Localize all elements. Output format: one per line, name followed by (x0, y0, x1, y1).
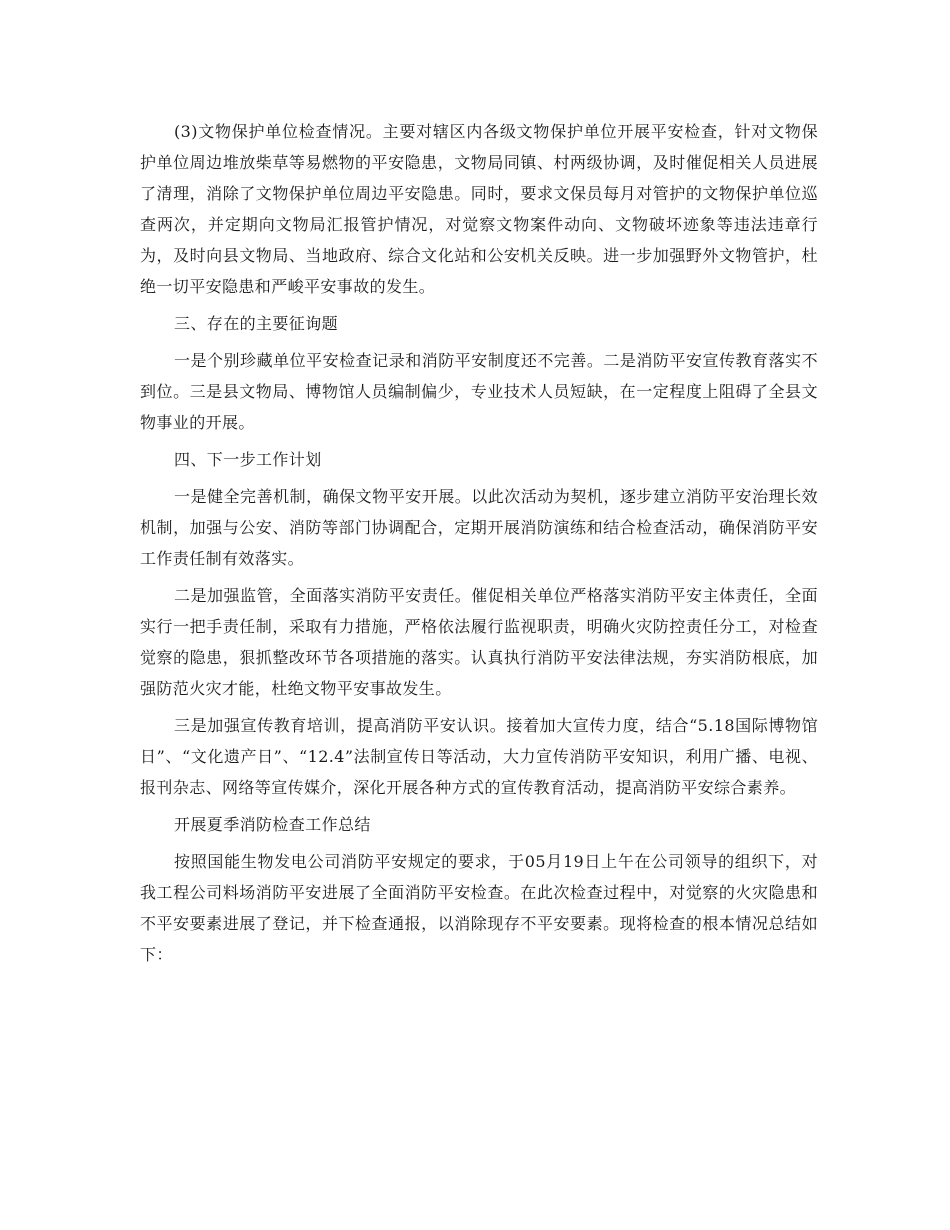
paragraph-plan-publicity: 三是加强宣传教育培训，提高消防平安认识。接着加大宣传力度，结合“5.18国际博物馆日”、“文化遗产日”、“12.4”法制宣传日等活动，大力宣传消防平安知识，利用广播、电视、报刊杂志、网络等宣传媒介，深化开展各种方式的宣传教育活动，提高消防平安综合素养。 (140, 716, 818, 797)
section-heading-main-problems: 三、存在的主要征询题 (174, 314, 339, 333)
paragraph-plan-supervision: 二是加强监管，全面落实消防平安责任。催促相关单位严格落实消防平安主体责任，全面实行一把手责任制，采取有力措施，严格依法履行监视职责，明确火灾防控责任分工，对检查觉察的隐患，狠抓整改环节各项措施的落实。认真执行消防平安法律法规，夯实消防根底，加强防范火灾才能，杜绝文物平安事故发生。 (140, 586, 818, 698)
paragraph-cultural-relic-inspection: (3)文物保护单位检查情况。主要对辖区内各级文物保护单位开展平安检查，针对文物保护单位周边堆放柴草等易燃物的平安隐患，文物局同镇、村两级协调，及时催促相关人员进展了清理，消除了文物保护单位周边平安隐患。同时，要求文保员每月对管护的文物保护单位巡查两次，并定期向文物局汇报管护情况，对觉察文物案件动向、文物破坏迹象等违法违章行为，及时向县文物局、当地政府、综合文化站和公安机关反映。进一步加强野外文物管护，杜绝一切平安隐患和严峻平安事故的发生。 (140, 122, 818, 296)
section-heading-next-plan: 四、下一步工作计划 (174, 450, 322, 469)
paragraph-plan-mechanism: 一是健全完善机制，确保文物平安开展。以此次活动为契机，逐步建立消防平安治理长效机制，加强与公安、消防等部门协调配合，定期开展消防演练和结合检查活动，确保消防平安工作责任制有效落实。 (140, 487, 818, 568)
paragraph-problems: 一是个别珍藏单位平安检查记录和消防平安制度还不完善。二是消防平安宣传教育落实不到位。三是县文物局、博物馆人员编制偏少，专业技术人员短缺，在一定程度上阻碍了全县文物事业的开展。 (140, 351, 818, 432)
document-page (140, 116, 818, 976)
paragraph-summer-inspection: 按照国能生物发电公司消防平安规定的要求，于05月19日上午在公司领导的组织下，对我工程公司料场消防平安进展了全面消防平安检查。在此次检查过程中，对觉察的火灾隐患和不平安要素进展了登记，并下检查通报，以消除现存不平安要素。现将检查的根本情况总结如下： (140, 852, 818, 964)
section-heading-summer-inspection: 开展夏季消防检查工作总结 (174, 815, 371, 834)
